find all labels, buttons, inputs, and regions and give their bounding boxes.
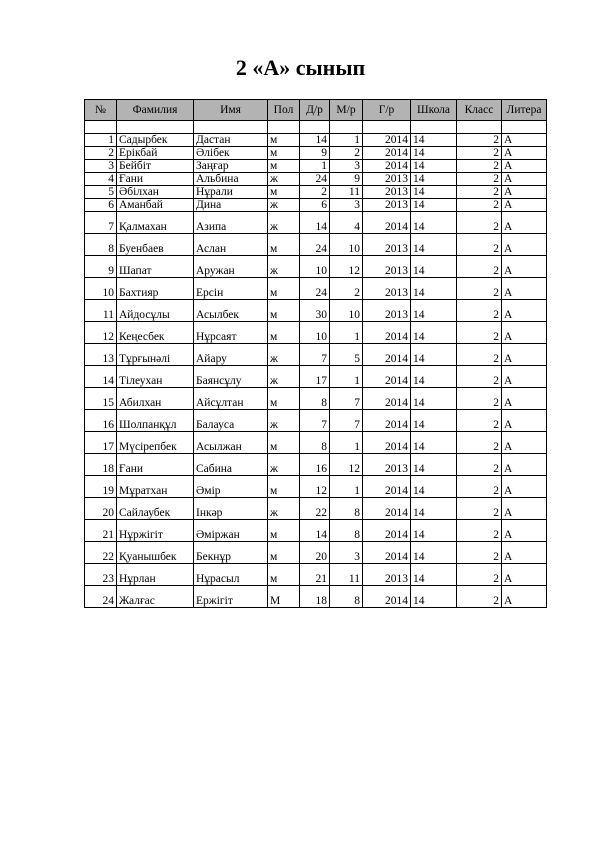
cell-class: 2 [457,300,502,322]
cell-birth-day: 14 [300,134,330,147]
cell-name: Әміржан [194,520,268,542]
cell-school: 14 [411,432,457,454]
cell-birth-month: 1 [330,134,363,147]
cell-birth-year: 2013 [363,234,411,256]
cell-birth-month: 8 [330,498,363,520]
cell-class: 2 [457,410,502,432]
cell-school: 14 [411,322,457,344]
cell-birth-year: 2013 [363,300,411,322]
cell-surname: Аманбай [117,199,194,212]
cell-letter: А [502,344,547,366]
cell-birth-month: 1 [330,366,363,388]
cell-birth-year: 2013 [363,173,411,186]
cell-school: 14 [411,498,457,520]
cell-class: 2 [457,186,502,199]
cell-birth-day: 8 [300,388,330,410]
cell-surname: Шапат [117,256,194,278]
cell-birth-month: 7 [330,410,363,432]
cell-surname: Әбілхан [117,186,194,199]
cell-letter: А [502,476,547,498]
cell-school: 14 [411,344,457,366]
cell-birth-day: 10 [300,322,330,344]
cell-name: Альбина [194,173,268,186]
cell-birth-year: 2013 [363,278,411,300]
cell-name: Ержігіт [194,586,268,608]
cell-class: 2 [457,586,502,608]
cell-birth-year: 2013 [363,564,411,586]
cell-letter: А [502,134,547,147]
cell-letter: А [502,410,547,432]
cell-class: 2 [457,454,502,476]
col-header-number: № [85,100,117,121]
table-row [85,366,547,388]
cell-class: 2 [457,278,502,300]
cell-birth-day: 14 [300,520,330,542]
cell-class: 2 [457,134,502,147]
cell-letter: А [502,256,547,278]
table-row [85,498,547,520]
cell-number: 13 [85,344,117,366]
table-row [85,300,547,322]
cell-gender: м [268,520,300,542]
cell-surname: Бейбіт [117,160,194,173]
cell-school: 14 [411,410,457,432]
cell-surname: Бахтияр [117,278,194,300]
cell-letter: А [502,278,547,300]
cell-birth-day: 8 [300,432,330,454]
cell-gender: ж [268,199,300,212]
cell-surname: Ғани [117,454,194,476]
cell-birth-month: 8 [330,520,363,542]
cell-birth-year: 2014 [363,586,411,608]
cell-gender: ж [268,344,300,366]
cell-number: 17 [85,432,117,454]
table-header-row [85,100,547,121]
cell-gender: М [268,586,300,608]
cell-surname: Қуанышбек [117,542,194,564]
cell-birth-year: 2014 [363,542,411,564]
cell-name: Балауса [194,410,268,432]
cell-letter: А [502,564,547,586]
cell-birth-month: 1 [330,322,363,344]
cell-birth-day: 20 [300,542,330,564]
cell-number: 15 [85,388,117,410]
cell-number: 10 [85,278,117,300]
cell-gender: ж [268,212,300,234]
cell-gender: м [268,300,300,322]
cell-gender: ж [268,173,300,186]
cell-birth-day: 16 [300,454,330,476]
cell-surname: Қалмахан [117,212,194,234]
cell-school: 14 [411,256,457,278]
cell-gender: ж [268,256,300,278]
cell-birth-year: 2013 [363,186,411,199]
cell-birth-day: 24 [300,278,330,300]
cell-birth-year: 2014 [363,147,411,160]
cell-name: Асылбек [194,300,268,322]
cell-birth-month: 3 [330,542,363,564]
col-header-birth-year: Г/р [363,100,411,121]
cell-school: 14 [411,520,457,542]
cell-school: 14 [411,542,457,564]
cell-gender: м [268,134,300,147]
cell-class: 2 [457,256,502,278]
cell-school: 14 [411,454,457,476]
cell-birth-month: 11 [330,186,363,199]
table-row [85,212,547,234]
cell-name: Ерсін [194,278,268,300]
cell-surname: Шолпанқұл [117,410,194,432]
table-row [85,586,547,608]
col-header-school: Школа [411,100,457,121]
cell-letter: А [502,520,547,542]
cell-surname: Айдосұлы [117,300,194,322]
table-row [85,234,547,256]
cell-school: 14 [411,278,457,300]
cell-birth-year: 2014 [363,520,411,542]
cell-surname: Кеңесбек [117,322,194,344]
cell-name: Сабина [194,454,268,476]
page-title: 2 «А» сынып [235,55,366,80]
cell-school: 14 [411,134,457,147]
col-header-name: Имя [194,100,268,121]
cell-birth-year: 2014 [363,160,411,173]
cell-number: 21 [85,520,117,542]
cell-gender: ж [268,454,300,476]
cell-class: 2 [457,542,502,564]
col-header-class: Класс [457,100,502,121]
cell-surname: Мұратхан [117,476,194,498]
cell-letter: А [502,322,547,344]
cell-gender: ж [268,366,300,388]
col-header-birth-day: Д/р [300,100,330,121]
col-header-gender: Пол [268,100,300,121]
cell-birth-day: 14 [300,212,330,234]
cell-birth-day: 10 [300,256,330,278]
cell-class: 2 [457,212,502,234]
cell-birth-day: 18 [300,586,330,608]
cell-name: Аружан [194,256,268,278]
cell-class: 2 [457,234,502,256]
cell-birth-day: 1 [300,160,330,173]
cell-gender: м [268,476,300,498]
table-row [85,410,547,432]
cell-class: 2 [457,173,502,186]
cell-number: 16 [85,410,117,432]
cell-birth-month: 1 [330,476,363,498]
cell-birth-day: 17 [300,366,330,388]
cell-birth-year: 2014 [363,212,411,234]
cell-letter: А [502,160,547,173]
cell-number: 9 [85,256,117,278]
cell-class: 2 [457,520,502,542]
cell-number: 19 [85,476,117,498]
table-row [85,147,547,160]
cell-birth-month: 3 [330,199,363,212]
cell-school: 14 [411,199,457,212]
cell-name: Асылжан [194,432,268,454]
table-row [85,186,547,199]
cell-gender: м [268,186,300,199]
cell-class: 2 [457,344,502,366]
cell-birth-day: 9 [300,147,330,160]
cell-birth-month: 12 [330,454,363,476]
cell-number: 8 [85,234,117,256]
cell-name: Дина [194,199,268,212]
cell-birth-month: 3 [330,160,363,173]
col-header-birth-month: М/р [330,100,363,121]
cell-school: 14 [411,586,457,608]
cell-surname: Тұрғынәлі [117,344,194,366]
table-row [85,173,547,186]
cell-name: Інкәр [194,498,268,520]
col-header-surname: Фамилия [117,100,194,121]
cell-number: 7 [85,212,117,234]
cell-surname: Ғани [117,173,194,186]
cell-class: 2 [457,147,502,160]
cell-letter: А [502,199,547,212]
table-row [85,344,547,366]
cell-birth-month: 1 [330,432,363,454]
cell-number: 22 [85,542,117,564]
cell-letter: А [502,586,547,608]
cell-birth-month: 10 [330,234,363,256]
cell-class: 2 [457,498,502,520]
cell-surname: Тілеухан [117,366,194,388]
table-row [85,432,547,454]
cell-school: 14 [411,186,457,199]
cell-birth-month: 10 [330,300,363,322]
cell-birth-month: 8 [330,586,363,608]
cell-letter: А [502,300,547,322]
cell-birth-year: 2014 [363,476,411,498]
cell-letter: А [502,234,547,256]
cell-number: 3 [85,160,117,173]
table-row [85,520,547,542]
cell-birth-day: 24 [300,234,330,256]
cell-number: 11 [85,300,117,322]
table-row [85,564,547,586]
cell-letter: А [502,498,547,520]
cell-school: 14 [411,388,457,410]
cell-name: Әмір [194,476,268,498]
cell-name: Дастан [194,134,268,147]
cell-class: 2 [457,199,502,212]
table-row [85,160,547,173]
cell-surname: Мүсірепбек [117,432,194,454]
cell-class: 2 [457,388,502,410]
cell-class: 2 [457,476,502,498]
cell-letter: А [502,212,547,234]
cell-birth-day: 7 [300,410,330,432]
cell-number: 24 [85,586,117,608]
cell-birth-day: 30 [300,300,330,322]
cell-name: Аслан [194,234,268,256]
cell-school: 14 [411,173,457,186]
cell-number: 23 [85,564,117,586]
cell-birth-year: 2013 [363,199,411,212]
cell-name: Баянсұлу [194,366,268,388]
cell-class: 2 [457,160,502,173]
cell-birth-day: 21 [300,564,330,586]
spacer-row [85,121,547,134]
cell-number: 12 [85,322,117,344]
cell-birth-day: 12 [300,476,330,498]
cell-birth-year: 2013 [363,454,411,476]
cell-number: 1 [85,134,117,147]
col-header-letter: Литера [502,100,547,121]
cell-name: Нұрасыл [194,564,268,586]
cell-birth-year: 2014 [363,410,411,432]
table-row [85,134,547,147]
cell-gender: м [268,542,300,564]
cell-birth-year: 2014 [363,388,411,410]
cell-gender: ж [268,498,300,520]
cell-class: 2 [457,322,502,344]
cell-gender: м [268,147,300,160]
cell-birth-day: 7 [300,344,330,366]
cell-name: Айсұлтан [194,388,268,410]
cell-birth-year: 2014 [363,432,411,454]
cell-number: 18 [85,454,117,476]
cell-birth-month: 2 [330,147,363,160]
cell-gender: м [268,388,300,410]
cell-number: 5 [85,186,117,199]
table-row [85,454,547,476]
cell-birth-month: 7 [330,388,363,410]
cell-surname: Абилхан [117,388,194,410]
cell-letter: А [502,173,547,186]
cell-number: 6 [85,199,117,212]
cell-surname: Садырбек [117,134,194,147]
cell-school: 14 [411,234,457,256]
cell-school: 14 [411,366,457,388]
cell-school: 14 [411,160,457,173]
cell-school: 14 [411,147,457,160]
cell-birth-month: 9 [330,173,363,186]
cell-birth-month: 5 [330,344,363,366]
cell-surname: Нұржігіт [117,520,194,542]
cell-name: Әлібек [194,147,268,160]
cell-birth-year: 2014 [363,498,411,520]
cell-surname: Нұрлан [117,564,194,586]
cell-gender: м [268,432,300,454]
cell-birth-year: 2014 [363,322,411,344]
table-row [85,542,547,564]
cell-name: Азипа [194,212,268,234]
cell-letter: А [502,366,547,388]
cell-birth-year: 2013 [363,256,411,278]
cell-class: 2 [457,564,502,586]
cell-letter: А [502,147,547,160]
cell-class: 2 [457,432,502,454]
table-row [85,322,547,344]
table-row [85,256,547,278]
cell-birth-day: 22 [300,498,330,520]
cell-letter: А [502,454,547,476]
cell-class: 2 [457,366,502,388]
cell-birth-month: 4 [330,212,363,234]
cell-letter: А [502,388,547,410]
cell-number: 4 [85,173,117,186]
cell-birth-day: 2 [300,186,330,199]
table-row [85,388,547,410]
cell-gender: м [268,322,300,344]
cell-birth-month: 2 [330,278,363,300]
cell-surname: Жалғас [117,586,194,608]
cell-school: 14 [411,564,457,586]
cell-school: 14 [411,300,457,322]
cell-surname: Сайлаубек [117,498,194,520]
cell-letter: А [502,542,547,564]
cell-letter: А [502,186,547,199]
cell-birth-month: 11 [330,564,363,586]
cell-number: 14 [85,366,117,388]
cell-name: Нұрали [194,186,268,199]
cell-number: 2 [85,147,117,160]
cell-birth-day: 6 [300,199,330,212]
cell-number: 20 [85,498,117,520]
cell-name: Айару [194,344,268,366]
table-row [85,476,547,498]
cell-letter: А [502,432,547,454]
cell-gender: ж [268,410,300,432]
cell-birth-day: 24 [300,173,330,186]
cell-school: 14 [411,476,457,498]
cell-birth-year: 2014 [363,134,411,147]
student-table [84,99,547,608]
cell-gender: м [268,564,300,586]
cell-name: Заңғар [194,160,268,173]
cell-name: Нұрсаят [194,322,268,344]
cell-gender: м [268,278,300,300]
cell-birth-year: 2014 [363,366,411,388]
table-row [85,199,547,212]
cell-name: Бекнұр [194,542,268,564]
cell-school: 14 [411,212,457,234]
cell-birth-month: 12 [330,256,363,278]
table-row [85,278,547,300]
cell-birth-year: 2014 [363,344,411,366]
cell-surname: Буенбаев [117,234,194,256]
cell-gender: м [268,160,300,173]
cell-surname: Ерікбай [117,147,194,160]
cell-gender: м [268,234,300,256]
